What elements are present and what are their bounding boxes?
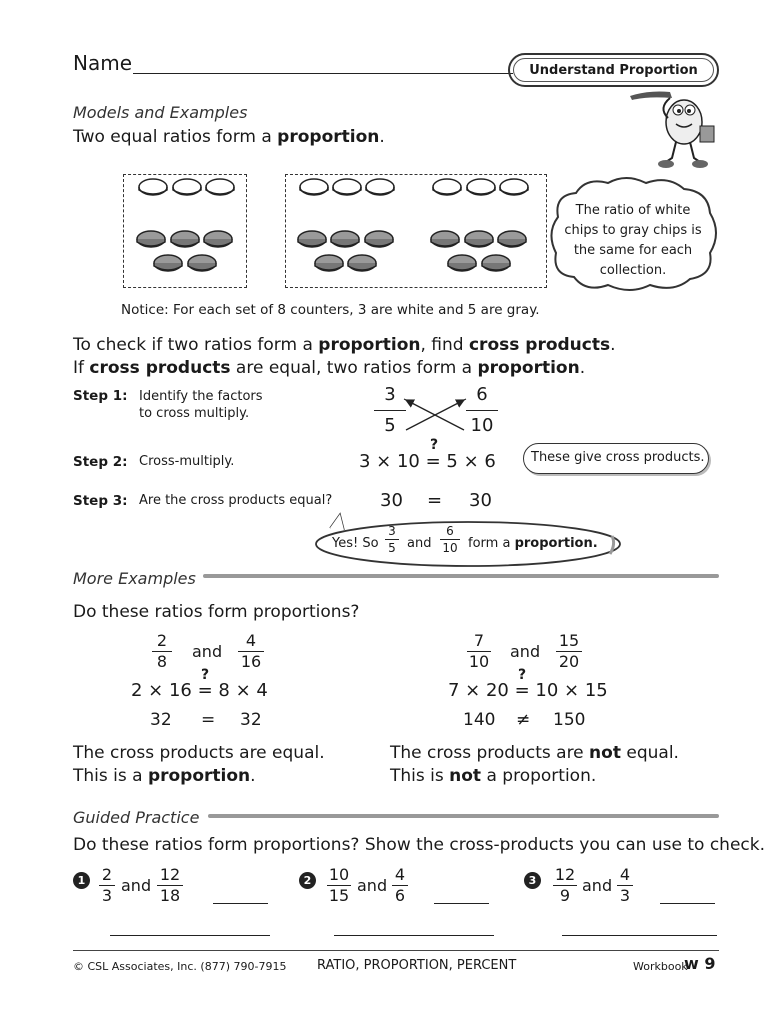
p1-and: and: [121, 876, 152, 895]
ex2-conclusion-2: This is not a proportion.: [390, 766, 597, 786]
problem-1-number: 1: [73, 872, 90, 889]
gray-chip: [315, 255, 343, 271]
gray-chip: [431, 231, 459, 247]
white-chip: [333, 179, 361, 195]
step-3-text: Are the cross products equal?: [139, 493, 333, 508]
gray-chip: [154, 255, 182, 271]
problem-2-number: 2: [299, 872, 316, 889]
more-examples-heading: More Examples: [73, 569, 196, 588]
result-right: 30: [469, 490, 492, 511]
p1-work-line[interactable]: [110, 935, 270, 936]
yes-form: form a proportion.: [468, 536, 598, 551]
cross-products-note: These give cross products.: [531, 450, 705, 465]
gray-chip: [331, 231, 359, 247]
gray-chip: [137, 231, 165, 247]
p1-fraction-b: 12 18: [157, 867, 183, 904]
result-left: 30: [380, 490, 403, 511]
fraction-6-10: 6 10: [466, 386, 498, 435]
p2-work-line[interactable]: [334, 935, 494, 936]
footer-workbook: Workbook: [633, 960, 688, 973]
p1-fraction-a: 2 3: [99, 867, 115, 904]
step-1-text: Identify the factors to cross multiply.: [139, 389, 263, 421]
yes-fraction-3-5: 3 5: [385, 525, 399, 554]
p2-fraction-b: 4 6: [392, 867, 408, 904]
models-heading: Models and Examples: [73, 103, 248, 122]
footer-rule: [73, 950, 719, 951]
yes-prefix: Yes! So: [332, 536, 379, 551]
gray-chip: [498, 231, 526, 247]
gray-chip: [448, 255, 476, 271]
p1-answer-blank[interactable]: [213, 903, 268, 904]
step-2-text: Cross-multiply.: [139, 454, 235, 469]
yes-and: and: [407, 536, 432, 551]
white-chip: [300, 179, 328, 195]
white-chip: [366, 179, 394, 195]
name-label: Name: [73, 51, 133, 75]
step-1-label: Step 1:: [73, 388, 128, 404]
p3-fraction-a: 12 9: [554, 865, 576, 905]
ex2-not-equal: ≠: [516, 710, 531, 730]
white-chip: [139, 179, 167, 195]
p3-answer-blank[interactable]: [660, 903, 715, 904]
p2-answer-blank[interactable]: [434, 903, 489, 904]
white-chip: [500, 179, 528, 195]
ex1-right: 32: [240, 710, 262, 730]
cross-multiply-arrows: [400, 394, 472, 436]
ex1-eq: =: [201, 710, 216, 730]
step-2-label: Step 2:: [73, 454, 128, 470]
guided-instruction: Do these ratios form proportions? Show the cross-products you can use to check.: [73, 835, 766, 855]
check-line-2: If cross products are equal, two ratios form a proportion.: [73, 358, 586, 378]
p3-and: and: [582, 876, 613, 895]
p3-work-line[interactable]: [562, 935, 717, 936]
ex2-cross: 7 × 20 = 10 × 15: [448, 680, 608, 701]
white-chip: [467, 179, 495, 195]
white-chip: [433, 179, 461, 195]
white-chip: [173, 179, 201, 195]
result-equals: =: [427, 490, 443, 511]
guided-heading: Guided Practice: [73, 808, 200, 827]
ex1-conclusion-2: This is a proportion.: [73, 766, 256, 786]
gray-chip: [204, 231, 232, 247]
gray-chip: [188, 255, 216, 271]
p2-and: and: [357, 876, 388, 895]
white-chip: [206, 179, 234, 195]
gray-chip: [365, 231, 393, 247]
ex2-question-mark: ?: [518, 667, 527, 683]
step-3-label: Step 3:: [73, 493, 128, 509]
ex2-and: and: [510, 642, 541, 661]
gray-chip: [482, 255, 510, 271]
models-intro: Two equal ratios form a proportion.: [73, 127, 385, 147]
ex1-fraction-2-8: 2 8: [152, 633, 172, 670]
p2-fraction-a: 10 15: [328, 865, 350, 905]
problem-3-number: 3: [524, 872, 541, 889]
gray-chip: [348, 255, 376, 271]
ex1-cross: 2 × 16 = 8 × 4: [131, 680, 268, 701]
ex2-fraction-7-10: 7 10: [468, 631, 490, 671]
section-rule: [208, 814, 719, 818]
gray-chip: [171, 231, 199, 247]
cross-equation: 3 × 10 = 5 × 6: [359, 451, 496, 472]
footer-page: w 9: [684, 954, 716, 973]
section-rule: [203, 574, 719, 578]
check-line-1: To check if two ratios form a proportion, find cross products.: [73, 335, 616, 355]
more-question: Do these ratios form proportions?: [73, 602, 360, 622]
question-mark: ?: [430, 437, 439, 453]
gray-chip: [465, 231, 493, 247]
notice-text: Notice: For each set of 8 counters, 3 are white and 5 are gray.: [121, 302, 540, 318]
ex1-conclusion-1: The cross products are equal.: [73, 743, 325, 763]
yes-fraction-6-10: 6 10: [440, 525, 460, 554]
ex1-and: and: [192, 642, 223, 661]
footer-copyright: © CSL Associates, Inc. (877) 790-7915: [73, 960, 287, 973]
p3-fraction-b: 4 3: [617, 867, 633, 904]
fraction-3-5: 3 5: [374, 386, 406, 435]
ex2-fraction-15-20: 15 20: [556, 633, 582, 670]
ex1-fraction-4-16: 4 16: [238, 633, 264, 670]
gray-chip: [298, 231, 326, 247]
cloud-text: The ratio of white chips to gray chips is the same for each collection.: [564, 203, 702, 278]
ex2-left: 140: [463, 710, 496, 730]
title-badge-text: Understand Proportion: [513, 58, 714, 82]
ex2-right: 150: [553, 710, 586, 730]
ex2-conclusion-1: The cross products are not equal.: [390, 743, 679, 763]
ex1-question-mark: ?: [201, 667, 210, 683]
footer-subject: RATIO, PROPORTION, PERCENT: [317, 958, 517, 973]
ex1-left: 32: [150, 710, 172, 730]
